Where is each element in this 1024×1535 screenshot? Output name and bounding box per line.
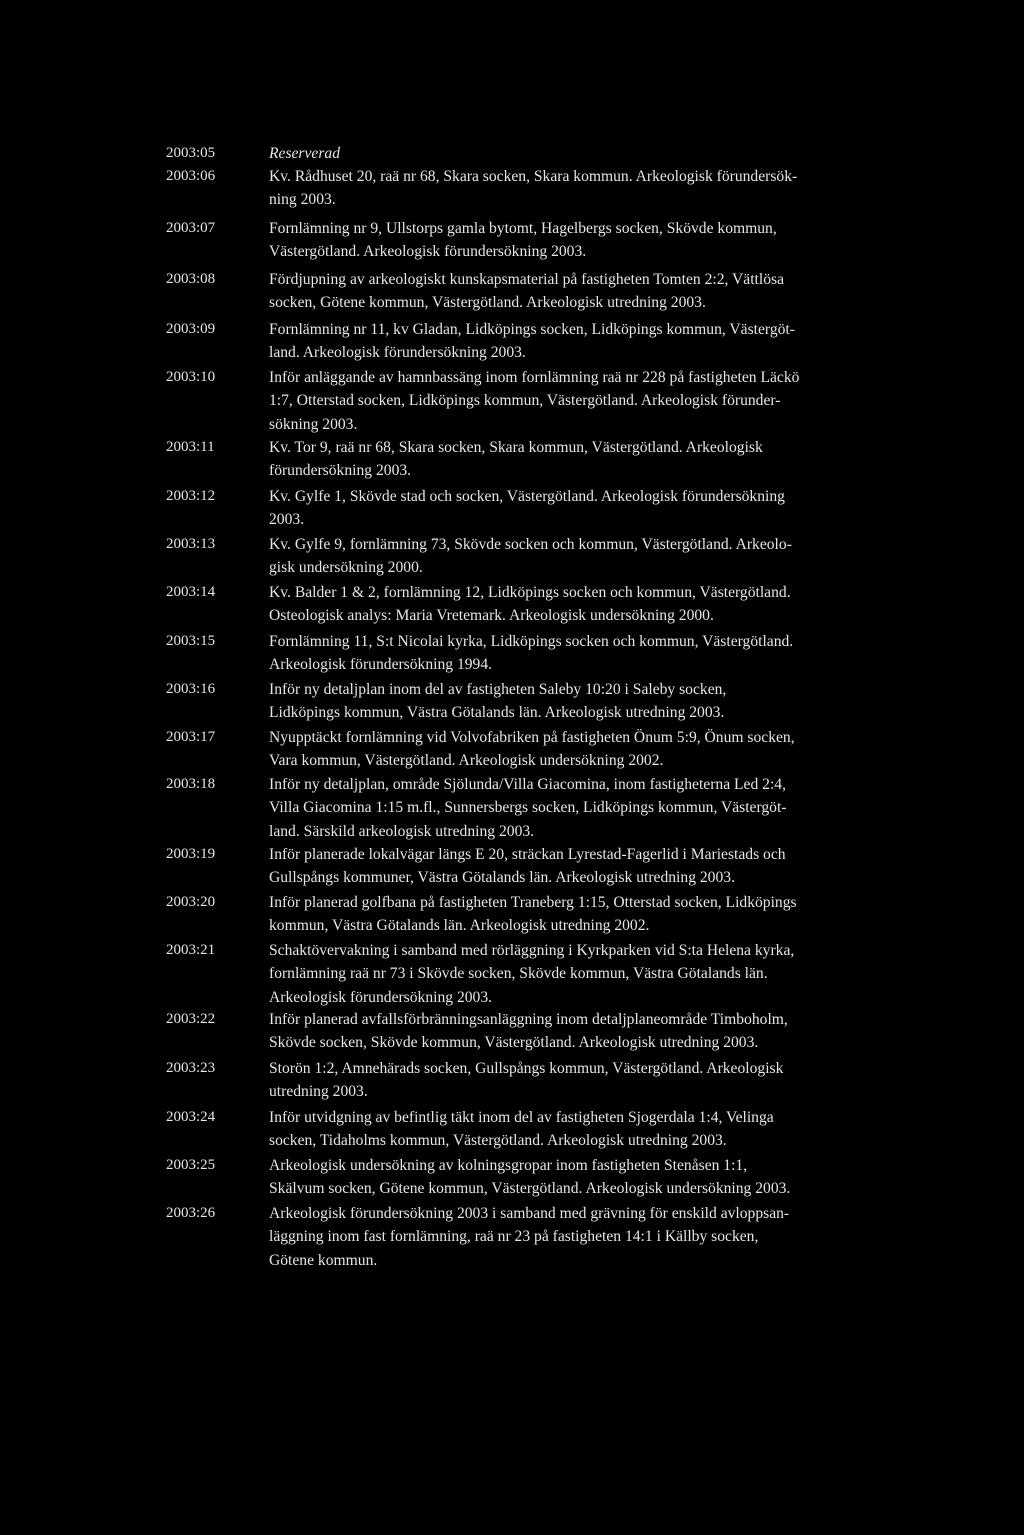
report-number: 2003:15 <box>166 633 216 649</box>
description-line: Arkeologisk förundersökning 1994. <box>269 656 493 674</box>
report-description <box>269 891 879 938</box>
description-line: Inför anläggande av hamnbassäng inom fornlämning raä nr 228 på fastigheten Läckö <box>269 369 800 386</box>
description-line: Nyupptäckt fornlämning vid Volvofabriken på fastigheten Önum 5:9, Önum socken, <box>269 729 795 746</box>
description-line: Schaktövervakning i samband med rörläggning i Kyrkparken vid S:ta Helena kyrka, <box>269 942 795 959</box>
report-number: 2003:24 <box>166 1109 216 1125</box>
description-line: utredning 2003. <box>269 1083 368 1101</box>
description-line: Lidköpings kommun, Västra Götalands län. Arkeologisk utredning 2003. <box>269 704 725 722</box>
report-description <box>269 485 879 532</box>
report-number: 2003:17 <box>166 729 216 745</box>
description-line: Götene kommun. <box>269 1251 378 1269</box>
report-description <box>269 533 879 580</box>
description-line: gisk undersökning 2000. <box>269 559 423 577</box>
report-description <box>269 1057 879 1104</box>
description-line: Arkeologisk förundersökning 2003. <box>269 988 493 1006</box>
report-description <box>269 678 879 725</box>
description-line: Kv. Gylfe 1, Skövde stad och socken, Västergötland. Arkeologisk förundersökning <box>269 488 785 505</box>
report-number: 2003:14 <box>166 584 216 600</box>
report-description <box>269 217 879 264</box>
report-description <box>269 1202 879 1272</box>
description-line: Arkeologisk förundersökning 2003 i samband med grävning för enskild avloppsan- <box>269 1205 790 1222</box>
report-number: 2003:05 <box>166 145 216 161</box>
report-number: 2003:09 <box>166 321 216 337</box>
report-number: 2003:13 <box>166 536 216 552</box>
description-line: socken, Götene kommun, Västergötland. Arkeologisk utredning 2003. <box>269 294 706 312</box>
report-number: 2003:21 <box>166 942 216 958</box>
report-number: 2003:06 <box>166 168 216 184</box>
description-line: Inför ny detaljplan, område Sjölunda/Villa Giacomina, inom fastigheterna Led 2:4, <box>269 776 786 793</box>
description-line: Kv. Tor 9, raä nr 68, Skara socken, Skara kommun, Västergötland. Arkeologisk <box>269 439 763 456</box>
report-number: 2003:12 <box>166 488 216 504</box>
description-line: Inför utvidgning av befintlig täkt inom del av fastigheten Sjogerdala 1:4, Velinga <box>269 1109 774 1126</box>
report-description <box>269 1154 879 1201</box>
report-number: 2003:11 <box>166 439 215 455</box>
description-line: Inför planerade lokalvägar längs E 20, sträckan Lyrestad-Fagerlid i Mariestads och <box>269 846 786 863</box>
description-line: Vara kommun, Västergötland. Arkeologisk undersökning 2002. <box>269 752 664 770</box>
description-line: Inför planerad avfallsförbränningsanläggning inom detaljplaneområde Timboholm, <box>269 1011 788 1028</box>
report-description <box>269 773 879 843</box>
description-line: Fornlämning 11, S:t Nicolai kyrka, Lidköpings socken och kommun, Västergötland. <box>269 633 794 650</box>
report-description <box>269 939 879 1009</box>
description-line: Skövde socken, Skövde kommun, Västergötland. Arkeologisk utredning 2003. <box>269 1034 759 1052</box>
description-line: Kv. Gylfe 9, fornlämning 73, Skövde socken och kommun, Västergötland. Arkeolo- <box>269 536 792 553</box>
report-number: 2003:25 <box>166 1157 216 1173</box>
report-description <box>269 436 879 483</box>
description-line: sökning 2003. <box>269 415 358 433</box>
description-line: läggning inom fast fornlämning, raä nr 23 på fastigheten 14:1 i Källby socken, <box>269 1228 759 1246</box>
description-line: Kv. Rådhuset 20, raä nr 68, Skara socken, Skara kommun. Arkeologisk förundersök- <box>269 168 798 185</box>
description-line: Osteologisk analys: Maria Vretemark. Arkeologisk undersökning 2000. <box>269 607 714 625</box>
description-line: land. Arkeologisk förundersökning 2003. <box>269 344 526 362</box>
description-line: 2003. <box>269 511 305 529</box>
description-line: Fornlämning nr 9, Ullstorps gamla bytomt, Hagelbergs socken, Skövde kommun, <box>269 220 777 237</box>
report-number: 2003:18 <box>166 776 216 792</box>
description-line: Reserverad <box>269 145 341 162</box>
report-description <box>269 165 879 212</box>
report-description <box>269 581 879 628</box>
description-line: Fördjupning av arkeologiskt kunskapsmaterial på fastigheten Tomten 2:2, Vättlösa <box>269 271 784 288</box>
report-number: 2003:10 <box>166 369 216 385</box>
description-line: socken, Tidaholms kommun, Västergötland. Arkeologisk utredning 2003. <box>269 1132 727 1150</box>
description-line: Inför ny detaljplan inom del av fastigheten Saleby 10:20 i Saleby socken, <box>269 681 727 698</box>
report-description <box>269 1106 879 1153</box>
description-line: fornlämning raä nr 73 i Skövde socken, Skövde kommun, Västra Götalands län. <box>269 965 768 983</box>
report-number: 2003:19 <box>166 846 216 862</box>
report-description <box>269 366 879 436</box>
report-description <box>269 630 879 677</box>
report-description <box>269 1008 879 1055</box>
description-line: förundersökning 2003. <box>269 462 412 480</box>
report-description <box>269 843 879 890</box>
report-number: 2003:22 <box>166 1011 216 1027</box>
description-line: Storön 1:2, Amnehärads socken, Gullspångs kommun, Västergötland. Arkeologisk <box>269 1060 784 1077</box>
report-number: 2003:07 <box>166 220 216 236</box>
report-number: 2003:16 <box>166 681 216 697</box>
description-line: kommun, Västra Götalands län. Arkeologisk utredning 2002. <box>269 917 650 935</box>
report-description <box>269 318 879 365</box>
description-line: Inför planerad golfbana på fastigheten Traneberg 1:15, Otterstad socken, Lidköpings <box>269 894 797 911</box>
report-description <box>269 268 879 315</box>
report-number: 2003:23 <box>166 1060 216 1076</box>
description-line: Gullspångs kommuner, Västra Götalands län. Arkeologisk utredning 2003. <box>269 869 735 887</box>
report-description <box>269 142 879 165</box>
description-line: land. Särskild arkeologisk utredning 2003. <box>269 822 535 840</box>
description-line: Arkeologisk undersökning av kolningsgropar inom fastigheten Stenåsen 1:1, <box>269 1157 748 1174</box>
report-number: 2003:26 <box>166 1205 216 1221</box>
description-line: Västergötland. Arkeologisk förundersökning 2003. <box>269 243 587 261</box>
report-description <box>269 726 879 773</box>
report-number: 2003:20 <box>166 894 216 910</box>
description-line: Kv. Balder 1 & 2, fornlämning 12, Lidköpings socken och kommun, Västergötland. <box>269 584 791 601</box>
description-line: Skälvum socken, Götene kommun, Västergötland. Arkeologisk undersökning 2003. <box>269 1180 791 1198</box>
description-line: Villa Giacomina 1:15 m.fl., Sunnersbergs socken, Lidköpings kommun, Västergöt- <box>269 799 787 817</box>
description-line: 1:7, Otterstad socken, Lidköpings kommun, Västergötland. Arkeologisk förunder- <box>269 392 781 410</box>
report-number: 2003:08 <box>166 271 216 287</box>
description-line: ning 2003. <box>269 191 336 209</box>
description-line: Fornlämning nr 11, kv Gladan, Lidköpings socken, Lidköpings kommun, Västergöt- <box>269 321 795 338</box>
